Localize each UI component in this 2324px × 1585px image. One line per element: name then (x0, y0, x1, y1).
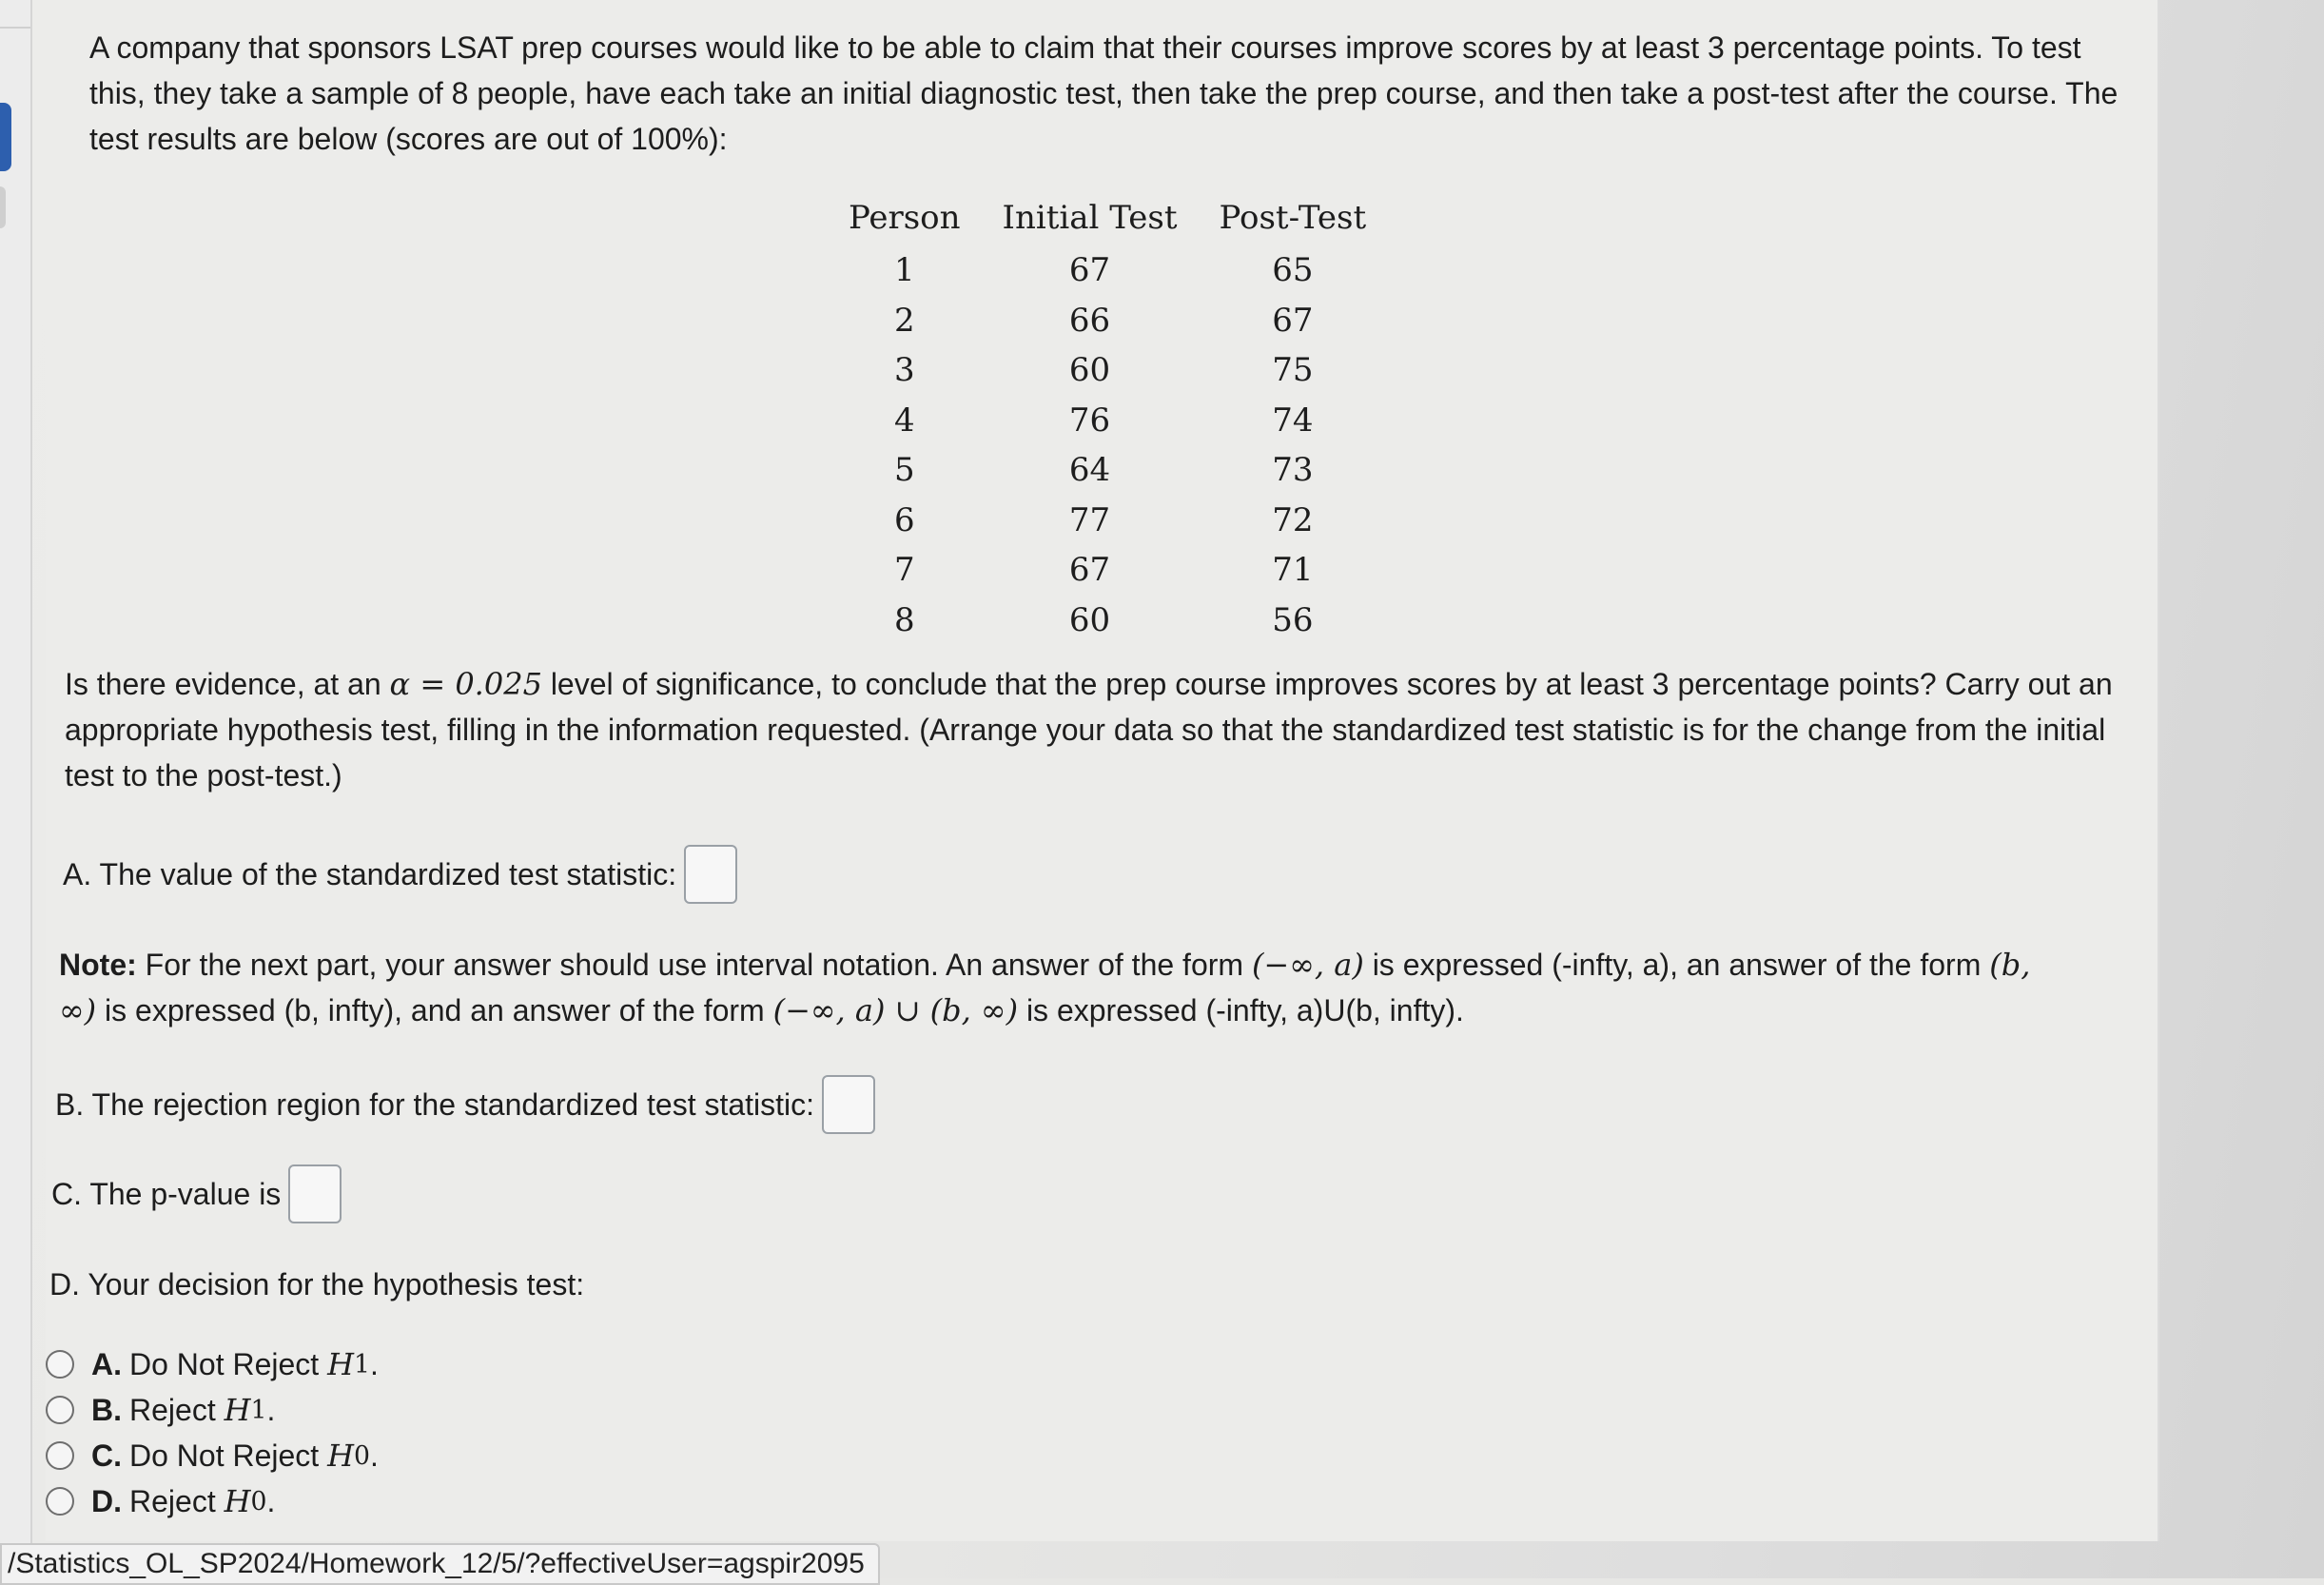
radio-button[interactable] (46, 1396, 74, 1424)
cell-initial: 60 (1068, 600, 1111, 639)
cell-person: 8 (893, 600, 915, 639)
status-url-bar: /Statistics_OL_SP2024/Homework_12/5/?effectiveUser=agspir2095 (0, 1543, 880, 1585)
test-statistic-input[interactable] (684, 845, 737, 904)
choice-subscript: 0 (353, 1440, 370, 1471)
cell-person: 3 (893, 351, 915, 390)
choice-hypothesis: H (224, 1392, 251, 1428)
part-d (49, 1265, 584, 1303)
table-row (828, 345, 1387, 396)
table-row (828, 296, 1387, 346)
cell-initial: 67 (1068, 251, 1111, 290)
table-header-row (828, 190, 1387, 245)
cell-post: 75 (1272, 351, 1314, 390)
part-b-label: B. The rejection region for the standardized test statistic: (55, 1087, 815, 1122)
interval-note (59, 942, 2076, 1033)
cell-initial: 76 (1068, 401, 1111, 440)
choice-subscript: 1 (250, 1395, 267, 1425)
cell-person: 7 (893, 551, 915, 590)
choice-end: . (369, 1438, 379, 1473)
note-math-1: (−∞, a) (1251, 947, 1364, 983)
alpha-expression: α = 0.025 (389, 666, 542, 702)
table-row (828, 545, 1387, 596)
question-text (65, 661, 2138, 798)
choice-text: Reject (129, 1392, 216, 1427)
decision-choices (46, 1341, 379, 1524)
table-row (828, 596, 1387, 646)
question-post: level of significance, to conclude that the prep course improves scores by at least 3 percentage points? Carry out an appropriate hypothesis test, filling in the information requested. (Arrange your data so that the standardized test statistic is for the change from the initial test to the post-test.) (65, 667, 2113, 792)
cell-initial: 60 (1068, 351, 1111, 390)
left-tab-secondary[interactable] (0, 186, 6, 228)
choice-end: . (266, 1392, 276, 1427)
cell-post: 73 (1272, 451, 1314, 490)
radio-button[interactable] (46, 1350, 74, 1379)
part-c (51, 1164, 342, 1223)
choice-c[interactable] (46, 1433, 379, 1478)
cell-post: 67 (1272, 301, 1314, 340)
choice-letter: A. (91, 1346, 122, 1381)
part-a (63, 845, 737, 904)
cell-initial: 67 (1068, 551, 1111, 590)
note-math-2: (b, ∞) (59, 947, 2031, 1028)
choice-hypothesis: H (224, 1483, 251, 1519)
choice-hypothesis: H (327, 1346, 354, 1382)
choice-text: Do Not Reject (129, 1438, 320, 1473)
choice-letter: C. (91, 1438, 122, 1473)
note-math-3: (−∞, a) ∪ (b, ∞) (772, 992, 1019, 1028)
note-text-1: For the next part, your answer should use interval notation. An answer of the form (136, 948, 1252, 982)
table-row (828, 496, 1387, 546)
left-edge-panel (0, 0, 32, 1578)
note-text-2: is expressed (-infty, a), an answer of the form (1363, 948, 1990, 982)
cell-post: 56 (1272, 600, 1314, 639)
table-row (828, 245, 1387, 296)
cell-initial: 66 (1068, 301, 1111, 340)
choice-end: . (266, 1483, 276, 1518)
header-initial-test: Initial Test (1002, 199, 1178, 237)
note-text-3: is expressed (b, infty), and an answer of the form (96, 993, 773, 1027)
choice-subscript: 1 (353, 1349, 370, 1380)
left-active-tab[interactable] (0, 103, 11, 171)
choice-hypothesis: H (327, 1438, 354, 1474)
cell-person: 6 (893, 500, 915, 539)
choice-subscript: 0 (250, 1486, 267, 1517)
table-row (828, 445, 1387, 496)
header-post-test: Post-Test (1219, 199, 1367, 237)
cell-initial: 77 (1068, 500, 1111, 539)
top-left-stub (0, 0, 30, 29)
choice-end: . (369, 1346, 379, 1381)
radio-button[interactable] (46, 1487, 74, 1516)
note-label: Note: (59, 948, 137, 982)
choice-b[interactable] (46, 1387, 379, 1433)
rejection-region-input[interactable] (822, 1075, 875, 1134)
choice-a[interactable] (46, 1341, 379, 1387)
p-value-input[interactable] (288, 1164, 342, 1223)
part-b (55, 1075, 875, 1134)
cell-person: 5 (893, 451, 915, 490)
choice-text: Do Not Reject (129, 1346, 320, 1381)
table-row (828, 396, 1387, 446)
data-table (828, 190, 1387, 645)
header-person: Person (849, 199, 961, 237)
cell-post: 71 (1272, 551, 1314, 590)
choice-d[interactable] (46, 1478, 379, 1524)
cell-post: 74 (1272, 401, 1314, 440)
note-text-4: is expressed (-infty, a)U(b, infty). (1018, 993, 1464, 1027)
part-a-label: A. The value of the standardized test statistic: (63, 857, 677, 891)
cell-post: 72 (1272, 500, 1314, 539)
choice-letter: B. (91, 1392, 122, 1427)
part-c-label: C. The p-value is (51, 1177, 282, 1211)
problem-intro: A company that sponsors LSAT prep courses would like to be able to claim that their courses improve scores by at least 3 percentage points. To test this, they take a sample of 8 people, have each take an initial diagnostic test, then take the prep course, and then take a post-test after the course. The test results are below (scores are out of 100%): (89, 30, 2119, 156)
choice-letter: D. (91, 1483, 122, 1518)
cell-post: 65 (1272, 251, 1314, 290)
choice-text: Reject (129, 1483, 216, 1518)
cell-person: 1 (893, 251, 915, 290)
radio-button[interactable] (46, 1441, 74, 1470)
cell-initial: 64 (1068, 451, 1111, 490)
part-d-label: D. Your decision for the hypothesis test: (49, 1267, 585, 1301)
question-pre: Is there evidence, at an (65, 667, 390, 701)
cell-person: 4 (893, 401, 915, 440)
cell-person: 2 (893, 301, 915, 340)
